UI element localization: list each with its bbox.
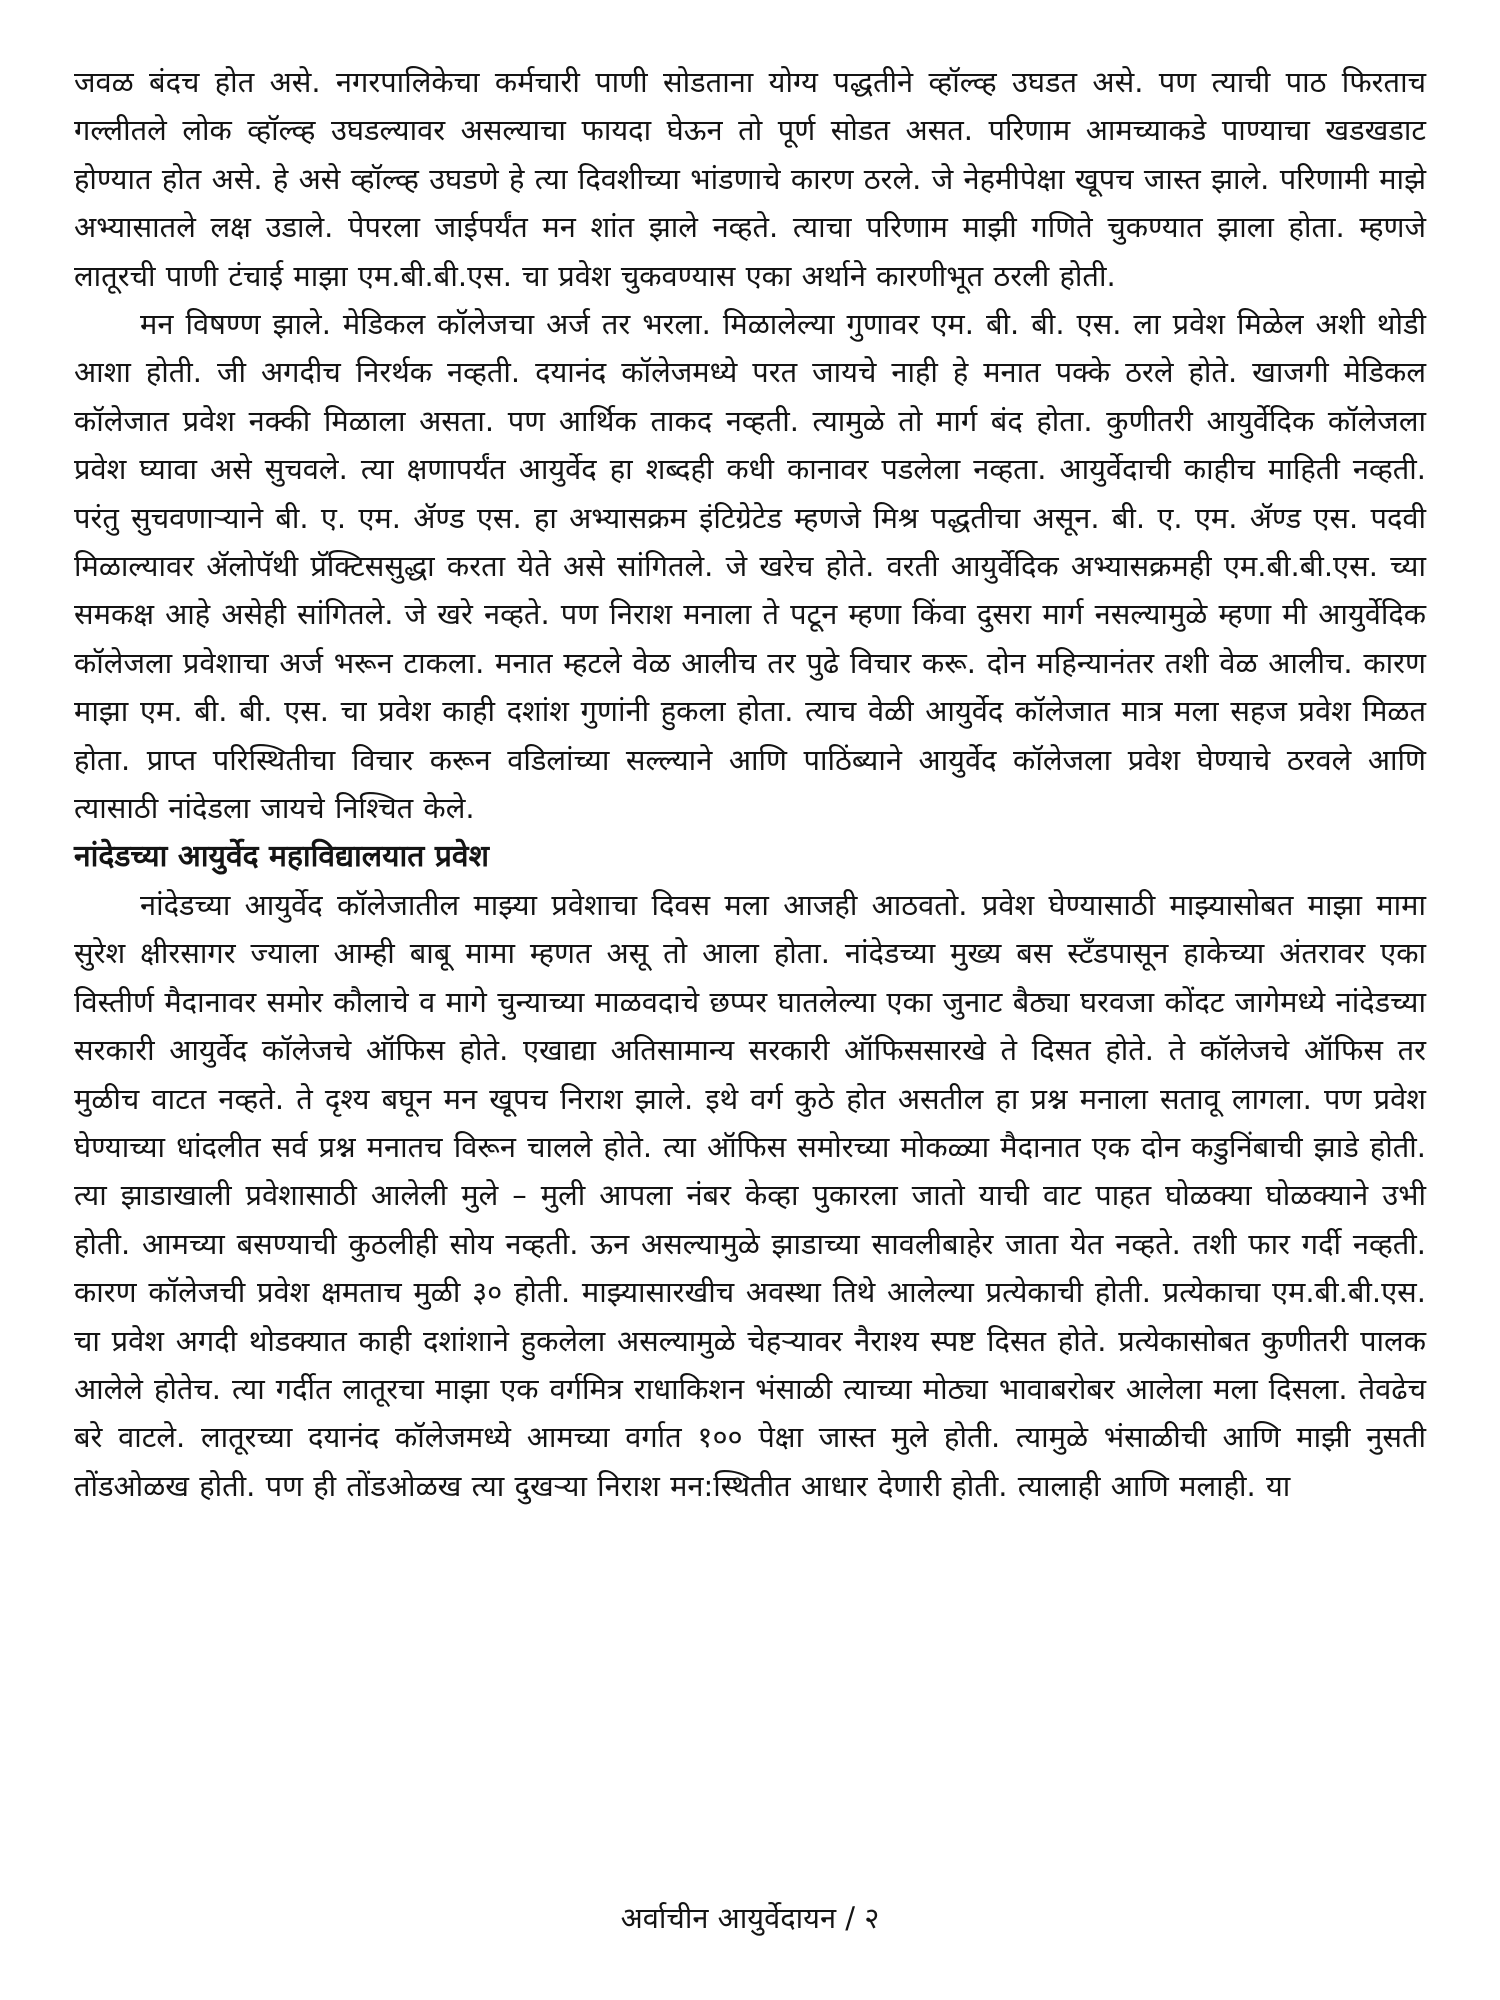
paragraph-ayurveda-decision: मन विषण्ण झाले. मेडिकल कॉलेजचा अर्ज तर भरला. मिळालेल्या गुणावर एम. बी. बी. एस. ला प्रवेश मिळेल अशी थोडी आशा होती. जी अगदीच निरर्थक नव्हती. दयानंद कॉलेजमध्ये परत जायचे नाही हे मनात पक्के ठरले होते. खाजगी मेडिकल कॉलेजात प्रवेश नक्की मिळाला असता. पण आर्थिक ताकद नव्हती. त्यामुळे तो मार्ग बंद होता. कुणीतरी आयुर्वेदिक कॉलेजला प्रवेश घ्यावा असे सुचवले. त्या क्षणापर्यंत आयुर्वेद हा शब्दही कधी कानावर पडलेला नव्हता. आयुर्वेदाची काहीच माहिती नव्हती. परंतु सुचवणाऱ्याने बी. ए. एम. ॲण्ड एस. हा अभ्यासक्रम इंटिग्रेटेड म्हणजे मिश्र पद्धतीचा असून. बी. ए. एम. ॲण्ड एस. पदवी मिळाल्यावर ॲलोपॅथी प्रॅक्टिससुद्धा करता येते असे सांगितले. जे खरेच होते. वरती आयुर्वेदिक अभ्यासक्रमही एम.बी.बी.एस. च्या समकक्ष आहे असेही सांगितले. जे खरे नव्हते. पण निराश मनाला ते पटून म्हणा किंवा दुसरा मार्ग नसल्यामुळे म्हणा मी आयुर्वेदिक कॉलेजला प्रवेशाचा अर्ज भरून टाकला. मनात म्हटले वेळ आलीच तर पुढे विचार करू. दोन महिन्यानंतर तशी वेळ आलीच. कारण माझा एम. बी. बी. एस. चा प्रवेश काही दशांश गुणांनी हुकला होता. त्याच वेळी आयुर्वेद कॉलेजात मात्र मला सहज प्रवेश मिळत होता. प्राप्त परिस्थितीचा विचार करून वडिलांच्या सल्ल्याने आणि पाठिंब्याने आयुर्वेद कॉलेजला प्रवेश घेण्याचे ठरवले आणि त्यासाठी नांदेडला जायचे निश्चित केले. <box>74 307 1426 826</box>
page-footer: अर्वाचीन आयुर्वेदायन / २ <box>620 1901 880 1935</box>
section-heading: नांदेडच्या आयुर्वेद महाविद्यालयात प्रवेश <box>74 838 489 874</box>
paragraph-nanded-admission: नांदेडच्या आयुर्वेद कॉलेजातील माझ्या प्रवेशाचा दिवस मला आजही आठवतो. प्रवेश घेण्यासाठी माझ्यासोबत माझा मामा सुरेश क्षीरसागर ज्याला आम्ही बाबू मामा म्हणत असू तो आला होता. नांदेडच्या मुख्य बस स्टँडपासून हाकेच्या अंतरावर एका विस्तीर्ण मैदानावर समोर कौलाचे व मागे चुन्याच्या माळवदाचे छप्पर घातलेल्या एका जुनाट बैठ्या घरवजा कोंदट जागेमध्ये नांदेडच्या सरकारी आयुर्वेद कॉलेजचे ऑफिस होते. एखाद्या अतिसामान्य सरकारी ऑफिससारखे ते दिसत होते. ते कॉलेजचे ऑफिस तर मुळीच वाटत नव्हते. ते दृश्य बघून मन खूपच निराश झाले. इथे वर्ग कुठे होत असतील हा प्रश्न मनाला सतावू लागला. पण प्रवेश घेण्याच्या धांदलीत सर्व प्रश्न मनातच विरून चालले होते. त्या ऑफिस समोरच्या मोकळ्या मैदानात एक दोन कडुनिंबाची झाडे होती. त्या झाडाखाली प्रवेशासाठी आलेली मुले – मुली आपला नंबर केव्हा पुकारला जातो याची वाट पाहत घोळक्या घोळक्याने उभी होती. आमच्या बसण्याची कुठलीही सोय नव्हती. ऊन असल्यामुळे झाडाच्या सावलीबाहेर जाता येत नव्हते. तशी फार गर्दी नव्हती. कारण कॉलेजची प्रवेश क्षमताच मुळी ३० होती. माझ्यासारखीच अवस्था तिथे आलेल्या प्रत्येकाची होती. प्रत्येकाचा एम.बी.बी.एस. चा प्रवेश अगदी थोडक्यात काही दशांशाने हुकलेला असल्यामुळे चेहऱ्यावर नैराश्य स्पष्ट दिसत होते. प्रत्येकासोबत कुणीतरी पालक आलेले होतेच. त्या गर्दीत लातूरचा माझा एक वर्गमित्र राधाकिशन भंसाळी त्याच्या मोठ्या भावाबरोबर आलेला मला दिसला. तेवढेच बरे वाटले. लातूरच्या दयानंद कॉलेजमध्ये आमच्या वर्गात १०० पेक्षा जास्त मुले होती. त्यामुळे भंसाळीची आणि माझी नुसती तोंडओळख होती. पण ही तोंडओळख त्या दुखऱ्या निराश मन:स्थितीत आधार देणारी होती. त्यालाही आणि मलाही. या <box>74 887 1426 1503</box>
paragraph-water-shortage: जवळ बंदच होत असे. नगरपालिकेचा कर्मचारी पाणी सोडताना योग्य पद्धतीने व्हॉल्व्ह उघडत असे. पण त्याची पाठ फिरताच गल्लीतले लोक व्हॉल्व्ह उघडल्यावर असल्याचा फायदा घेऊन तो पूर्ण सोडत असत. परिणाम आमच्याकडे पाण्याचा खडखडाट होण्यात होत असे. हे असे व्हॉल्व्ह उघडणे हे त्या दिवशीच्या भांडणाचे कारण ठरले. जे नेहमीपेक्षा खूपच जास्त झाले. परिणामी माझे अभ्यासातले लक्ष उडाले. पेपरला जाईपर्यंत मन शांत झाले नव्हते. त्याचा परिणाम माझी गणिते चुकण्यात झाला होता. म्हणजे लातूरची पाणी टंचाई माझा एम.बी.बी.एस. चा प्रवेश चुकवण्यास एका अर्थाने कारणीभूत ठरली होती. <box>74 65 1426 293</box>
page-body <box>74 58 1426 1918</box>
